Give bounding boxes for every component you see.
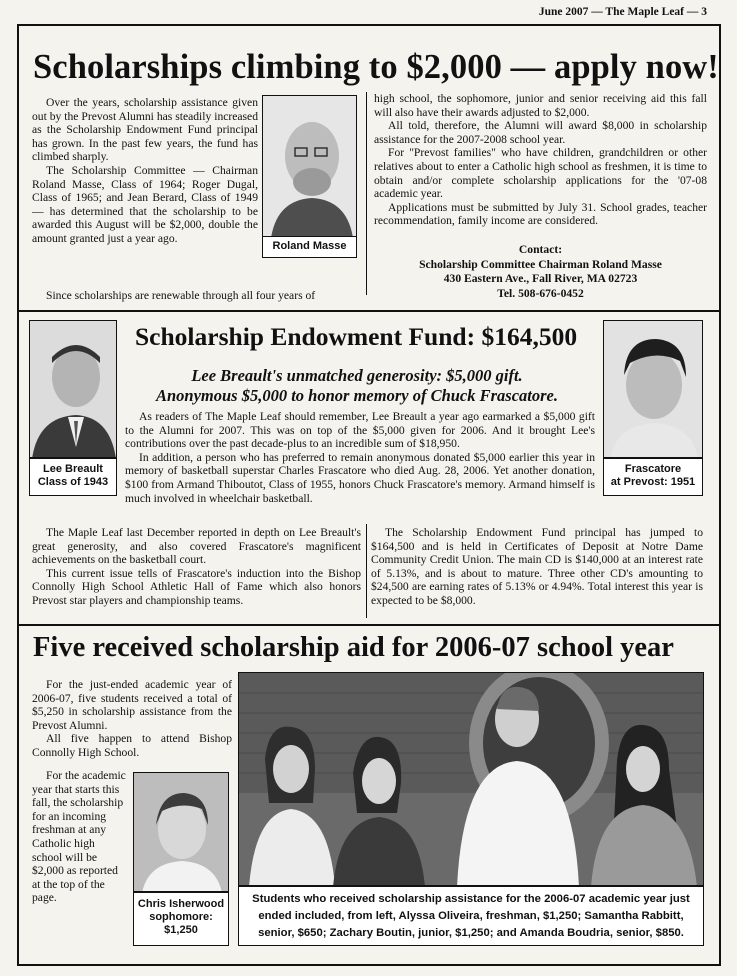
frascatore-photo bbox=[603, 320, 703, 458]
section-divider bbox=[17, 310, 721, 312]
lee-breault-photo bbox=[29, 320, 117, 458]
caption-line: sophomore: bbox=[149, 911, 213, 923]
paragraph: All told, therefore, the Alumni will award $8,000 in scholarship assistance for the 2007-2008 school year. bbox=[374, 119, 707, 146]
article1-col2 bbox=[374, 92, 707, 228]
section-divider bbox=[17, 624, 721, 626]
contact-label: Contact: bbox=[518, 243, 563, 256]
caption-line: Chris Isherwood bbox=[137, 898, 225, 910]
caption-line: Class of 1943 bbox=[37, 476, 109, 488]
roland-masse-caption: Roland Masse bbox=[262, 236, 357, 258]
paragraph: The Maple Leaf last December reported in depth on Lee Breault's great generosity, and also covered Frascatore's magnificent achievements on the basketball court. bbox=[32, 526, 361, 567]
portrait-image bbox=[30, 321, 117, 458]
roland-masse-photo bbox=[262, 95, 357, 237]
frascatore-caption bbox=[603, 458, 703, 496]
paragraph: For "Prevost families" who have children, grandchildren or other relatives about to enter a Catholic high school as freshmen, it is time to obtain and/or complete scholarship applications for the '07-08 academic year. bbox=[374, 146, 707, 201]
paragraph: high school, the sophomore, junior and senior receiving aid this fall will also have their awards adjusted to $2,000. bbox=[374, 92, 707, 119]
article2-headline: Scholarship Endowment Fund: $164,500 bbox=[135, 322, 578, 351]
group-photo-image bbox=[239, 673, 704, 886]
paragraph: The Scholarship Endowment Fund principal has jumped to $164,500 and is held in Certificates of Deposit at Notre Dame Community Credit Union. The main CD is $140,000 at an interest rate of 5.13%, and is about to mature. Three other CD's amounting to $24,500 are earning rates of 5.13% or 4.94%. Total interest this year is expected to be $8,000. bbox=[371, 526, 703, 607]
contact-block bbox=[374, 243, 707, 301]
paragraph: This current issue tells of Frascatore's induction into the Bishop Connolly High School Athletic Hall of Fame which also honors Prevost star players and championship teams. bbox=[32, 566, 361, 607]
article3-col1-top bbox=[32, 678, 232, 760]
column-divider bbox=[366, 524, 367, 618]
caption-line: at Prevost: 1951 bbox=[610, 476, 696, 488]
caption-line: Lee Breault bbox=[43, 463, 103, 475]
column-divider bbox=[366, 92, 367, 295]
portrait-image bbox=[134, 773, 229, 892]
paragraph: For the just-ended academic year of 2006-07, five students received a total of $5,250 in scholarship assistance from the Prevost Alumni. bbox=[32, 678, 232, 732]
portrait-image bbox=[604, 321, 703, 458]
group-photo-caption: Students who received scholarship assistance for the 2006-07 academic year just ended included, from left, Alyssa Oliveira, freshman, $1,250; Samantha Rabbitt, senior, $650; Zachary Boutin, junior, $1,250; and Amanda Boudria, senior, $850. bbox=[238, 886, 704, 946]
running-head: June 2007 — The Maple Leaf — 3 bbox=[538, 6, 707, 18]
contact-address: 430 Eastern Ave., Fall River, MA 02723 bbox=[443, 272, 638, 285]
contact-name: Scholarship Committee Chairman Roland Masse bbox=[419, 257, 662, 271]
article2-subhead bbox=[124, 366, 590, 406]
article2-lower-left bbox=[32, 526, 361, 608]
paragraph: Over the years, scholarship assistance given out by the Prevost Alumni has steadily increased as the Scholarship Endowment Fund principal has grown. In the past few years, the fund has climbed sharply. bbox=[32, 96, 258, 164]
paragraph: Applications must be submitted by July 31. School grades, teacher recommendation, family income are considered. bbox=[374, 200, 707, 228]
chris-isherwood-photo bbox=[133, 772, 229, 892]
article3-headline: Five received scholarship aid for 2006-07 school year bbox=[33, 632, 674, 663]
article2-body bbox=[125, 410, 595, 505]
group-photo bbox=[238, 672, 704, 886]
paragraph: For the academic year that starts this fall, the scholarship for an incoming freshman at any Catholic high school will be $2,000 as reported at the top of the page. bbox=[32, 769, 126, 905]
paragraph: The Scholarship Committee — Chairman Roland Masse, Class of 1964; Roger Dugal, Class of 1965; and Jean Berard, Class of 1949 — has determined that the scholarship to be awarded this August will be $2,000, double the amount granted just a year ago. bbox=[32, 163, 258, 245]
subhead-line: Anonymous $5,000 to honor memory of Chuck Frascatore. bbox=[155, 386, 558, 405]
subhead-line: Lee Breault's unmatched generosity: $5,000 gift. bbox=[191, 366, 523, 385]
article1-col1 bbox=[32, 96, 258, 246]
lee-breault-caption bbox=[29, 458, 117, 496]
paragraph: As readers of The Maple Leaf should remember, Lee Breault a year ago earmarked a $5,000 gift to the Alumni for 2007. This was on top of the $5,000 given for 2006. And it brought Lee's contributions over the past decade-plus to an incredible sum of $18,950. bbox=[125, 410, 595, 451]
article1-col1-continued bbox=[32, 289, 362, 303]
caption-line: Frascatore bbox=[624, 463, 682, 475]
caption-line: $1,250 bbox=[164, 924, 198, 936]
article1-headline: Scholarships climbing to $2,000 — apply now! bbox=[33, 48, 719, 86]
paragraph: In addition, a person who has preferred to remain anonymous donated $5,000 earlier this year in memory of basketball superstar Charles Frascatore who died Aug. 28, 2006. Yet another donation, $100 from Armand Thiboutot, Class of 1955, honors Chuck Frascatore's memory. Armand himself is much involved in wheelchair basketball. bbox=[125, 450, 595, 505]
contact-phone: Tel. 508-676-0452 bbox=[497, 286, 584, 300]
paragraph: Since scholarships are renewable through all four years of bbox=[46, 289, 316, 302]
article2-lower-right bbox=[371, 526, 703, 608]
chris-isherwood-caption bbox=[133, 892, 229, 946]
portrait-image bbox=[263, 96, 357, 237]
paragraph: All five happen to attend Bishop Connolly High School. bbox=[32, 732, 232, 759]
article3-col1-narrow bbox=[32, 769, 126, 905]
